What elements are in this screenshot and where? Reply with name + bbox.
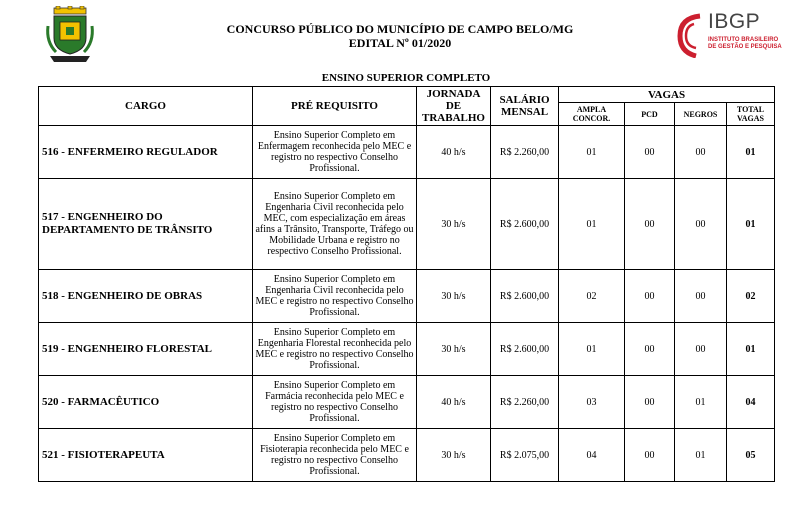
- salario-cell: R$ 2.600,00: [491, 179, 559, 270]
- salario-cell: R$ 2.600,00: [491, 323, 559, 376]
- header-jornada-line3: TRABALHO: [422, 112, 485, 124]
- header-jornada-line2: DE: [445, 100, 462, 112]
- header-negros: NEGROS: [675, 103, 727, 126]
- jornada-cell: 40 h/s: [417, 126, 491, 179]
- pre-requisito-cell: Ensino Superior Completo em Engenharia Florestal reconhecida pelo MEC e registro no respectivo Conselho Profissional.: [253, 323, 417, 376]
- table-row: [39, 126, 775, 179]
- pre-requisito-cell: Ensino Superior Completo em Engenharia Civil reconhecida pelo MEC, com especialização em áreas afins a Trânsito, Transporte, Tráfego ou Mobilidade Urbana e registro no respectivo Conselho Profissional.: [253, 179, 417, 270]
- ibgp-subtitle-line1: INSTITUTO BRASILEIRO: [708, 37, 779, 43]
- total-cell: 01: [727, 126, 775, 179]
- ampla-cell: 03: [559, 376, 625, 429]
- negros-cell: 00: [675, 323, 727, 376]
- header-title: CONCURSO PÚBLICO DO MUNICÍPIO DE CAMPO BELO/MG: [226, 22, 574, 36]
- pre-requisito-cell: Ensino Superior Completo em Engenharia Civil reconhecida pelo MEC e registro no respectivo Conselho Profissional.: [253, 270, 417, 323]
- header-pre-requisito: PRÉ REQUISITO: [253, 87, 417, 126]
- cargo-cell: 521 - FISIOTERAPEUTA: [39, 429, 253, 482]
- header-cargo: CARGO: [39, 87, 253, 126]
- salario-cell: R$ 2.600,00: [491, 270, 559, 323]
- cargo-cell: 518 - ENGENHEIRO DE OBRAS: [39, 270, 253, 323]
- jornada-cell: 30 h/s: [417, 323, 491, 376]
- jornada-cell: 40 h/s: [417, 376, 491, 429]
- negros-cell: 00: [675, 179, 727, 270]
- cargo-cell: 520 - FARMACÊUTICO: [39, 376, 253, 429]
- cargo-cell: 516 - ENFERMEIRO REGULADOR: [39, 126, 253, 179]
- header-jornada: [417, 87, 491, 126]
- total-cell: 01: [727, 179, 775, 270]
- ibgp-subtitle-line2: DE GESTÃO E PESQUISA: [708, 44, 782, 50]
- negros-cell: 01: [675, 429, 727, 482]
- jornada-cell: 30 h/s: [417, 429, 491, 482]
- header-total-line1: TOTAL: [736, 105, 765, 114]
- header-edital: EDITAL Nº 01/2020: [348, 36, 452, 50]
- header-salario-line1: SALÁRIO: [499, 94, 550, 106]
- jornada-cell: 30 h/s: [417, 179, 491, 270]
- pre-requisito-cell: Ensino Superior Completo em Enfermagem reconhecida pelo MEC e registro no respectivo Conselho Profissional.: [253, 126, 417, 179]
- pcd-cell: 00: [625, 323, 675, 376]
- pcd-cell: 00: [625, 270, 675, 323]
- ibgp-subtitle: [708, 37, 782, 51]
- document-header: [150, 22, 650, 50]
- ibgp-name: IBGP: [708, 10, 761, 33]
- ibgp-logo: [674, 10, 784, 62]
- total-cell: 05: [727, 429, 775, 482]
- pre-requisito-cell: Ensino Superior Completo em Farmácia reconhecida pelo MEC e registro no respectivo Conselho Profissional.: [253, 376, 417, 429]
- salario-cell: R$ 2.260,00: [491, 376, 559, 429]
- vacancies-table: [38, 86, 775, 482]
- pcd-cell: 00: [625, 179, 675, 270]
- total-cell: 02: [727, 270, 775, 323]
- negros-cell: 00: [675, 126, 727, 179]
- table-row: [39, 179, 775, 270]
- pcd-cell: 00: [625, 126, 675, 179]
- header-vagas: VAGAS: [559, 87, 775, 103]
- total-cell: 04: [727, 376, 775, 429]
- header-salario: [491, 87, 559, 126]
- total-cell: 01: [727, 323, 775, 376]
- ibgp-swoosh-icon: [674, 12, 706, 58]
- jornada-cell: 30 h/s: [417, 270, 491, 323]
- table-row: [39, 270, 775, 323]
- negros-cell: 00: [675, 270, 727, 323]
- salario-cell: R$ 2.260,00: [491, 126, 559, 179]
- ampla-cell: 04: [559, 429, 625, 482]
- header-pcd: PCD: [625, 103, 675, 126]
- section-title: ENSINO SUPERIOR COMPLETO: [321, 72, 491, 84]
- header-ampla-line2: CONCOR.: [572, 114, 611, 123]
- negros-cell: 01: [675, 376, 727, 429]
- ampla-cell: 02: [559, 270, 625, 323]
- table-row: [39, 429, 775, 482]
- ampla-cell: 01: [559, 179, 625, 270]
- pcd-cell: 00: [625, 376, 675, 429]
- header-total: [727, 103, 775, 126]
- salario-cell: R$ 2.075,00: [491, 429, 559, 482]
- table-row: [39, 376, 775, 429]
- header-total-line2: VAGAS: [737, 114, 764, 123]
- table-row: [39, 323, 775, 376]
- pcd-cell: 00: [625, 429, 675, 482]
- header-salario-line2: MENSAL: [500, 106, 549, 118]
- ampla-cell: 01: [559, 323, 625, 376]
- ampla-cell: 01: [559, 126, 625, 179]
- header-ampla-line1: AMPLA: [576, 105, 607, 114]
- header-jornada-line1: JORNADA: [426, 88, 481, 100]
- pre-requisito-cell: Ensino Superior Completo em Fisioterapia reconhecida pelo MEC e registro no respectivo Conselho Profissional.: [253, 429, 417, 482]
- header-ampla: [559, 103, 625, 126]
- municipal-crest-logo: [44, 6, 96, 66]
- cargo-cell: 517 - ENGENHEIRO DO DEPARTAMENTO DE TRÂNSITO: [39, 179, 253, 270]
- cargo-cell: 519 - ENGENHEIRO FLORESTAL: [39, 323, 253, 376]
